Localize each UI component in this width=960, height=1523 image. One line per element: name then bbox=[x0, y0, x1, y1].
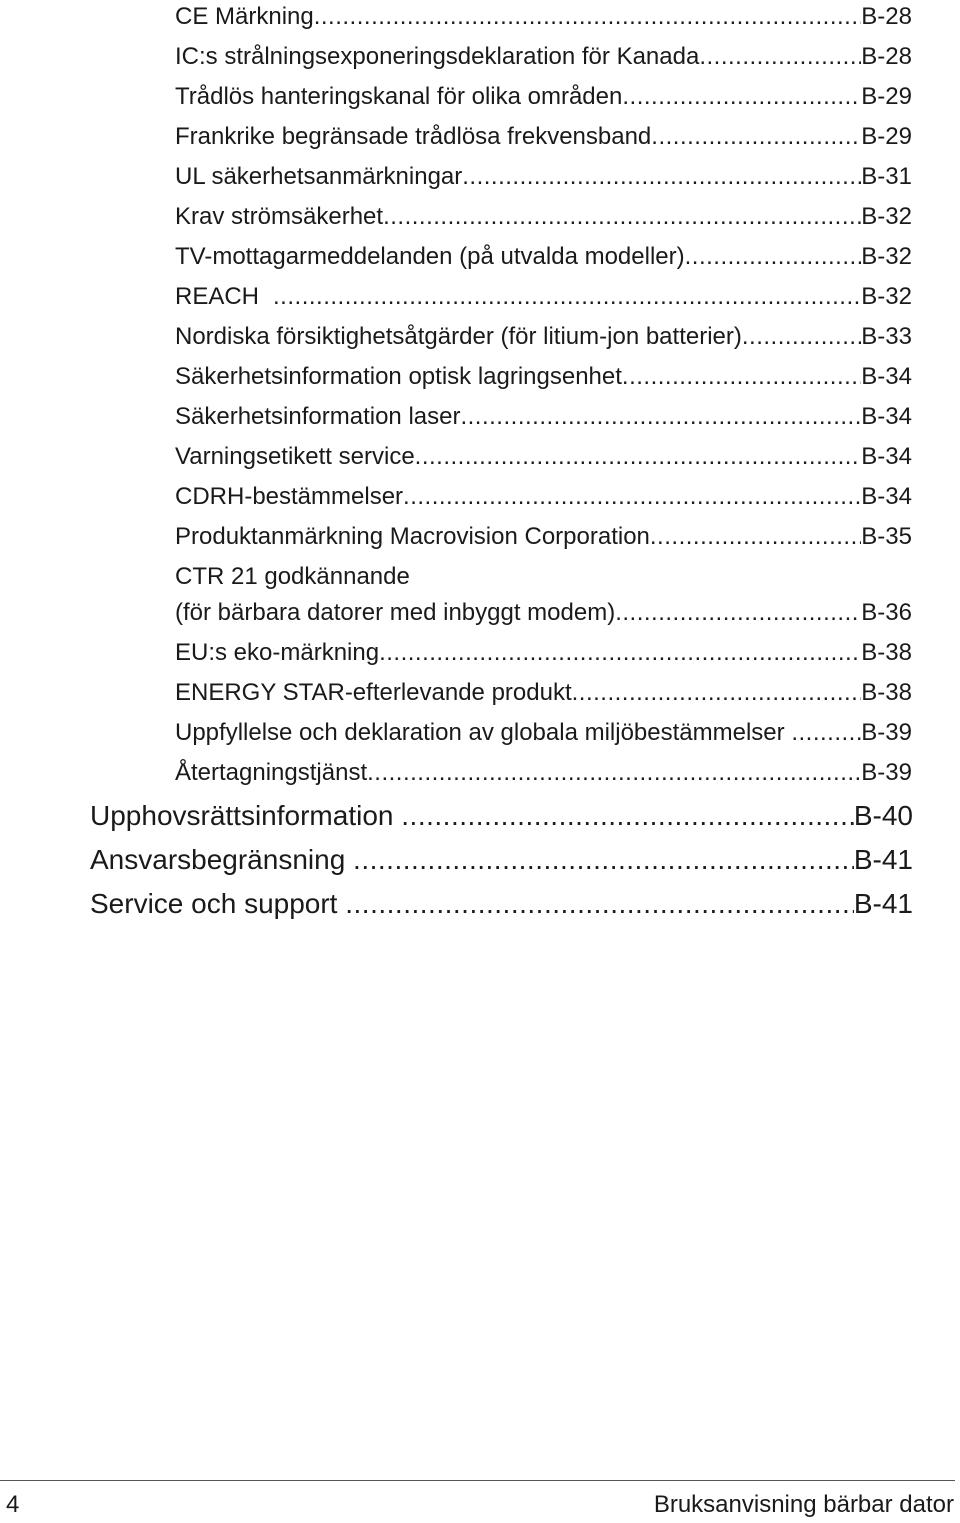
toc-main-entry[interactable] bbox=[90, 840, 913, 880]
toc-entry-page: B-32 bbox=[861, 283, 912, 310]
toc-entry-page: B-35 bbox=[861, 523, 912, 550]
toc-entry-page: B-29 bbox=[861, 83, 912, 110]
toc-entry-title: Krav strömsäkerhet bbox=[175, 203, 384, 230]
dot-leader bbox=[622, 360, 861, 394]
toc-entry[interactable] bbox=[175, 360, 912, 394]
toc-entry[interactable] bbox=[175, 120, 912, 154]
toc-entry[interactable] bbox=[175, 756, 912, 790]
dot-leader bbox=[383, 200, 861, 234]
dot-leader bbox=[791, 716, 861, 750]
dot-leader bbox=[699, 40, 861, 74]
toc-entry-page: B-34 bbox=[861, 443, 912, 470]
footer-page-number: 4 bbox=[6, 1491, 20, 1518]
toc-entry[interactable] bbox=[175, 636, 912, 670]
dot-leader bbox=[615, 596, 861, 630]
dot-leader bbox=[379, 636, 861, 670]
dot-leader bbox=[273, 280, 861, 314]
toc-entry[interactable] bbox=[175, 200, 912, 234]
toc-entry-title: REACH bbox=[175, 283, 260, 310]
toc-entry-title: Trådlös hanteringskanal för olika områden bbox=[175, 83, 623, 110]
toc-entry-title: Ansvarsbegränsning bbox=[90, 844, 354, 875]
toc-entry-page: B-39 bbox=[861, 719, 912, 746]
toc-entry-page: B-41 bbox=[853, 888, 913, 919]
toc-entry[interactable] bbox=[175, 80, 912, 114]
toc-entry-page: B-33 bbox=[861, 323, 912, 350]
dot-leader bbox=[650, 520, 861, 554]
toc-entry-page: B-36 bbox=[861, 599, 912, 626]
toc-entry-title: Varningsetikett service bbox=[175, 443, 415, 470]
toc-entry-title: TV-mottagarmeddelanden (på utvalda modeller) bbox=[175, 243, 685, 270]
toc-entry-page: B-28 bbox=[861, 3, 912, 30]
toc-entry[interactable] bbox=[175, 400, 912, 434]
toc-entry-page: B-38 bbox=[861, 639, 912, 666]
toc-entry-page: B-34 bbox=[861, 403, 912, 430]
dot-leader bbox=[742, 320, 861, 354]
dot-leader bbox=[367, 756, 861, 790]
toc-main-entry[interactable] bbox=[90, 884, 913, 924]
toc-entry[interactable] bbox=[175, 0, 912, 34]
toc-entry-title: (för bärbara datorer med inbyggt modem) bbox=[175, 599, 616, 626]
toc-entry-title: IC:s strålningsexponeringsdeklaration för Kanada bbox=[175, 43, 700, 70]
toc-entry[interactable] bbox=[175, 160, 912, 194]
dot-leader bbox=[353, 840, 854, 880]
dot-leader bbox=[651, 120, 861, 154]
toc-entry-title: Service och support bbox=[90, 888, 346, 919]
toc-entry-title: CE Märkning bbox=[175, 3, 314, 30]
toc-main-entry[interactable] bbox=[90, 796, 913, 836]
toc-entry-title: Säkerhetsinformation laser bbox=[175, 403, 461, 430]
toc-entry-title: EU:s eko-märkning bbox=[175, 639, 380, 666]
toc-entry-title: Produktanmärkning Macrovision Corporation bbox=[175, 523, 650, 550]
toc-entry-page: B-29 bbox=[861, 123, 912, 150]
toc-entry-page: B-38 bbox=[861, 679, 912, 706]
toc-entry-title: Uppfyllelse och deklaration av globala miljöbestämmelser bbox=[175, 719, 792, 746]
toc-entry-title: Upphovsrättsinformation bbox=[90, 800, 402, 831]
dot-leader bbox=[685, 240, 862, 274]
dot-leader bbox=[403, 480, 861, 514]
toc-entry-title: Frankrike begränsade trådlösa frekvensband bbox=[175, 123, 652, 150]
toc-entry-title: Säkerhetsinformation optisk lagringsenhet bbox=[175, 363, 622, 390]
toc-entry-page: B-40 bbox=[853, 800, 913, 831]
dot-leader bbox=[572, 676, 862, 710]
toc-entry[interactable] bbox=[175, 40, 912, 74]
toc-entry-page: B-34 bbox=[861, 363, 912, 390]
dot-leader bbox=[460, 400, 861, 434]
toc-entry-title: Återtagningstjänst bbox=[175, 759, 368, 786]
dot-leader bbox=[401, 796, 854, 836]
dot-leader bbox=[345, 884, 854, 924]
dot-leader bbox=[462, 160, 861, 194]
toc-entry[interactable] bbox=[175, 520, 912, 554]
dot-leader bbox=[622, 80, 861, 114]
toc-entry[interactable] bbox=[175, 480, 912, 514]
toc-entry-page: B-32 bbox=[861, 203, 912, 230]
toc-entry-title-line1[interactable]: CTR 21 godkännande bbox=[175, 563, 410, 590]
toc-entry-page: B-41 bbox=[853, 844, 913, 875]
toc-entry-page: B-28 bbox=[861, 43, 912, 70]
toc-entry-title: Nordiska försiktighetsåtgärder (för litium-jon batterier) bbox=[175, 323, 742, 350]
dot-leader bbox=[415, 440, 862, 474]
footer-document-title: Bruksanvisning bärbar dator bbox=[653, 1491, 954, 1518]
toc-entry-title: UL säkerhetsanmärkningar bbox=[175, 163, 463, 190]
toc-entry[interactable] bbox=[175, 280, 912, 314]
toc-entry-page: B-34 bbox=[861, 483, 912, 510]
dot-leader bbox=[314, 0, 862, 34]
toc-entry[interactable] bbox=[175, 240, 912, 274]
footer-divider bbox=[0, 1480, 955, 1481]
toc-entry[interactable] bbox=[175, 320, 912, 354]
toc-entry[interactable] bbox=[175, 440, 912, 474]
toc-entry[interactable] bbox=[175, 596, 912, 630]
toc-entry-page: B-32 bbox=[861, 243, 912, 270]
toc-entry-page: B-31 bbox=[861, 163, 912, 190]
toc-entry-page: B-39 bbox=[861, 759, 912, 786]
toc-entry[interactable] bbox=[175, 676, 912, 710]
toc-entry-title: CDRH-bestämmelser bbox=[175, 483, 404, 510]
toc-entry-title: ENERGY STAR-efterlevande produkt bbox=[175, 679, 572, 706]
toc-entry[interactable] bbox=[175, 716, 912, 750]
